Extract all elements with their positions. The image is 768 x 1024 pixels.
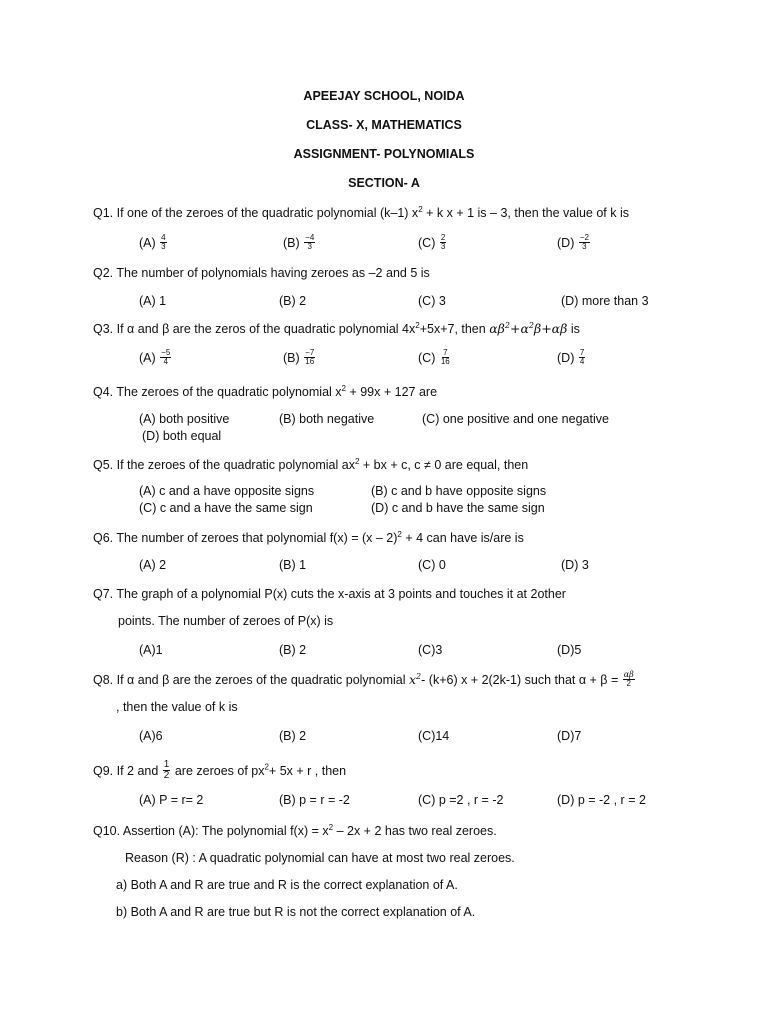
q9-option-a: (A) P = r= 2 [139, 793, 204, 807]
q4-option-b: (B) both negative [279, 412, 375, 426]
question-8-cont: , then the value of k is [116, 700, 238, 714]
q6-option-b: (B) 1 [279, 558, 307, 572]
q8-option-c: (C)14 [418, 729, 450, 743]
q6-option-d: (D) 3 [561, 558, 589, 572]
q3-option-a: (A) $\frac{-5}{4}$ [139, 348, 171, 366]
q8-option-a: (A)6 [139, 729, 163, 743]
q5-option-b: (B) c and b have opposite signs [371, 484, 547, 498]
q1-option-d: (D) $\frac{-2}{3}$ [557, 233, 589, 251]
q8-option-b: (B) 2 [279, 729, 307, 743]
class-title: CLASS- X, MATHEMATICS [306, 118, 462, 132]
question-6: Q6. The number of zeroes that polynomial f(x) = (x – 2)$^2$ + 4 can have is/are is [93, 530, 524, 546]
q2-option-d: (D) more than 3 [561, 294, 649, 308]
q2-option-a: (A) 1 [139, 294, 167, 308]
q2-option-b: (B) 2 [279, 294, 307, 308]
question-2: Q2. The number of polynomials having zeroes as –2 and 5 is [93, 266, 430, 280]
q4-option-c: (C) one positive and one negative [422, 412, 609, 426]
question-7: Q7. The graph of a polynomial P(x) cuts the x-axis at 3 points and touches it at 2other [93, 587, 566, 601]
q5-option-d: (D) c and b have the same sign [371, 501, 545, 515]
q6-option-a: (A) 2 [139, 558, 167, 572]
q1-option-c: (C) $\frac{2}{3}$ [418, 233, 446, 251]
school-title: APEEJAY SCHOOL, NOIDA [303, 89, 465, 103]
q9-option-c: (C) p =2 , r = -2 [418, 793, 504, 807]
q2-option-c: (C) 3 [418, 294, 446, 308]
q10-option-b: b) Both A and R are true but R is not the correct explanation of A. [116, 905, 476, 919]
q6-option-c: (C) 0 [418, 558, 446, 572]
q10-option-a: a) Both A and R are true and R is the correct explanation of A. [116, 878, 458, 892]
q9-option-d: (D) p = -2 , r = 2 [557, 793, 646, 807]
q7-option-c: (C)3 [418, 643, 443, 657]
question-1: Q1. If one of the zeroes of the quadratic polynomial (k–1) $x^2 + k$ x + 1 is – 3, then the value of k is [93, 205, 630, 221]
section-title: SECTION- A [348, 176, 420, 190]
question-7-cont: points. The number of zeroes of P(x) is [118, 614, 334, 628]
q5-option-a: (A) c and a have opposite signs [139, 484, 315, 498]
q7-option-b: (B) 2 [279, 643, 307, 657]
q4-option-a: (A) both positive [139, 412, 230, 426]
assignment-title: ASSIGNMENT- POLYNOMIALS [293, 147, 475, 161]
q3-option-b: (B) $\frac{-7}{16}$ [283, 348, 315, 366]
q8-option-d: (D)7 [557, 729, 582, 743]
q3-option-d: (D) $\frac{7}{4}$ [557, 348, 585, 366]
q5-option-c: (C) c and a have the same sign [139, 501, 313, 515]
q10-reason: Reason (R) : A quadratic polynomial can have at most two real zeroes. [125, 851, 515, 865]
q4-option-d: (D) both equal [142, 429, 222, 443]
question-4: Q4. The zeroes of the quadratic polynomial $x^2 + 99x + 127$ are [93, 384, 438, 400]
question-8: Q8. If α and β are the zeroes of the quadratic polynomial $x^2-$ (k+6) x + 2(2k-1) such that α + β = $\frac{\alpha\beta}{2}$ [93, 670, 634, 689]
question-3: Q3. If α and β are the zeros of the quadratic polynomial $4x^2+5x+7$, then $\alpha\beta^2+\alpha^2\beta+\alpha\beta$ is [93, 321, 580, 337]
q1-option-a: (A) $\frac{4}{3}$ [139, 233, 166, 251]
q7-option-d: (D)5 [557, 643, 582, 657]
q7-option-a: (A)1 [139, 643, 163, 657]
question-5: Q5. If the zeroes of the quadratic polynomial $ax^2$ + bx + c, c ≠ 0 are equal, then [93, 457, 529, 473]
q3-option-c: (C) $\frac{7}{16}$ [418, 348, 450, 366]
q1-option-b: (B) $\frac{-4}{3}$ [283, 233, 315, 251]
q9-option-b: (B) p = r = -2 [279, 793, 350, 807]
question-9: Q9. If 2 and $\frac{1}{2}$ are zeroes of $px^2+ 5x + r$ , then [93, 759, 347, 781]
question-10: Q10. Assertion (A): The polynomial $f(x) = x^2 - 2x + 2$ has two real zeroes. [93, 823, 497, 839]
